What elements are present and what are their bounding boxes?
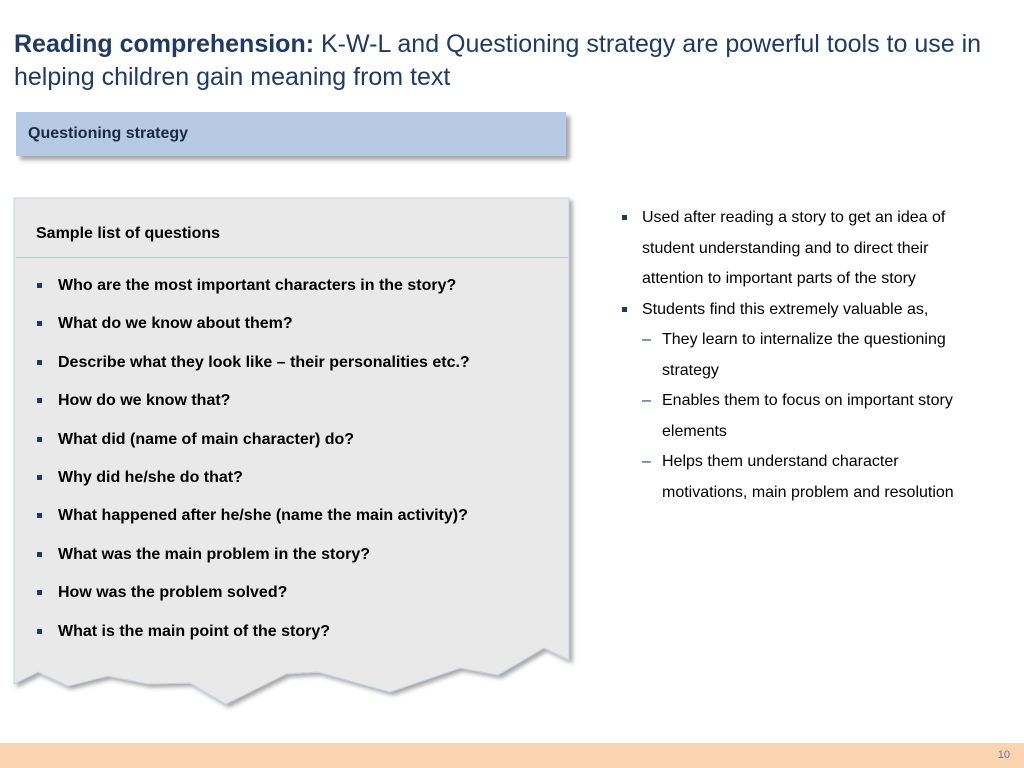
bullet-students-find: Students find this extremely valuable as, <box>620 295 970 326</box>
dash-icon: – <box>642 453 651 470</box>
list-item: What happened after he/she (name the main activity)? <box>36 505 470 543</box>
sub-bullet <box>620 386 970 447</box>
sub-bullet <box>620 325 970 386</box>
list-item: What did (name of main character) do? <box>36 429 470 467</box>
list-item: What was the main problem in the story? <box>36 544 470 582</box>
dash-icon: – <box>642 331 651 348</box>
page-number: 10 <box>997 749 1010 761</box>
title-bold-part: Reading comprehension: <box>14 30 315 58</box>
questions-list <box>36 275 470 659</box>
section-header-label: Questioning strategy <box>28 125 189 142</box>
list-item: How do we know that? <box>36 390 470 428</box>
list-item: Why did he/she do that? <box>36 467 470 505</box>
card-divider <box>16 257 568 258</box>
title-rest: K-W-L and Questioning strategy are powerful tools to use in helping children gain meaning from text <box>14 30 982 91</box>
dash-icon: – <box>642 392 651 409</box>
list-item: How was the problem solved? <box>36 582 470 620</box>
list-item: Describe what they look like – their personalities etc.? <box>36 352 470 390</box>
footer-bar <box>0 743 1024 768</box>
sub-bullet-text: Helps them understand character motivations, main problem and resolution <box>662 453 954 501</box>
sub-bullet <box>620 447 970 508</box>
bullet-used-after-reading: Used after reading a story to get an idea of student understanding and to direct their attention to important parts of the story <box>620 203 970 295</box>
list-item: What is the main point of the story? <box>36 621 470 659</box>
list-item: What do we know about them? <box>36 313 470 351</box>
card-heading: Sample list of questions <box>36 225 221 242</box>
right-panel <box>620 203 970 508</box>
sub-bullet-text: They learn to internalize the questioning strategy <box>662 331 946 379</box>
sub-bullet-text: Enables them to focus on important story elements <box>662 392 953 440</box>
list-item: Who are the most important characters in the story? <box>36 275 470 313</box>
